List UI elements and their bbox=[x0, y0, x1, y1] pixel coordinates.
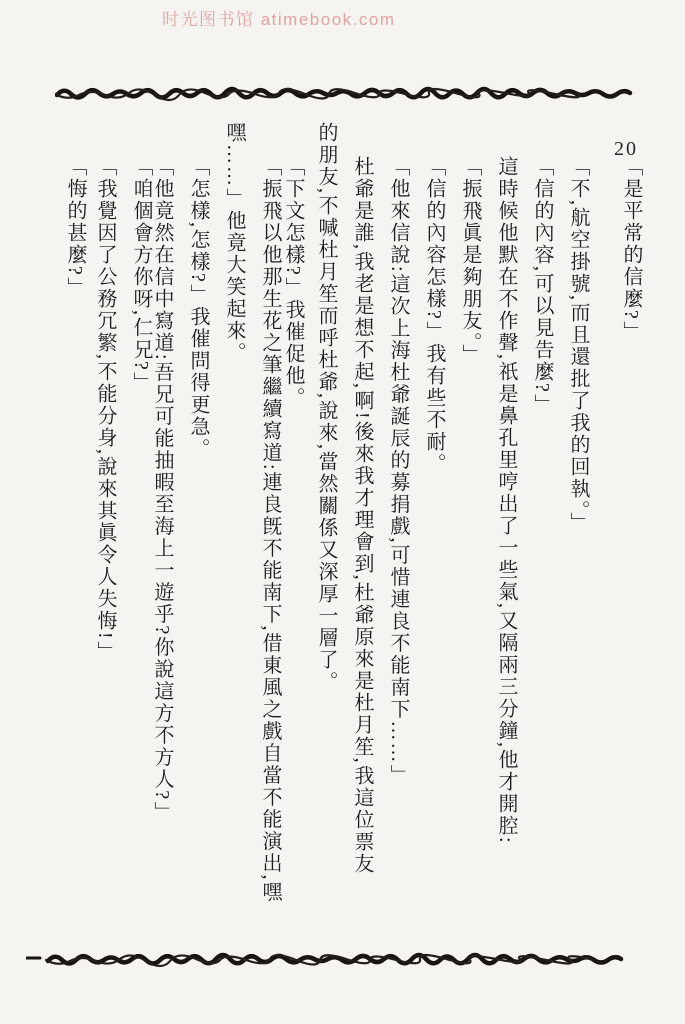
text-column: 的朋友,不喊杜月笙而呼杜爺,說來,當然關係又深厚一層了。 bbox=[315, 122, 337, 693]
ornamental-rule-top-icon bbox=[55, 85, 640, 110]
ornamental-rule-bottom-icon bbox=[26, 950, 641, 977]
text-column: 「怎樣,怎樣?」我催問得更急。 bbox=[187, 156, 209, 460]
text-column: 這時候他默在不作聲,祇是鼻孔里哼出了一些氣,又隔兩三分鐘,他才開腔: bbox=[495, 156, 517, 845]
text-column: 「是平常的信麼?」 bbox=[620, 156, 642, 343]
vertical-text-block bbox=[49, 120, 641, 962]
text-column: 「他竟然在信中寫道:吾兄可能抽暇至海上一遊乎?你說這方不方人?」 bbox=[151, 156, 173, 824]
text-column: 「信的內容,可以見告麼?」 bbox=[531, 156, 553, 416]
text-column: 「我覺因了公務冗繁,不能分身,說來其眞令人失悔!」 bbox=[94, 156, 116, 663]
text-column: 「下文怎樣?」我催促他。 bbox=[282, 156, 304, 409]
text-column: 杜爺是誰,我老是想不起,啊!後來我才理會到,杜爺原來是杜月笙,我這位票友 bbox=[351, 156, 373, 875]
text-column: 「信的內容怎樣?」我有些不耐。 bbox=[423, 156, 445, 475]
text-column: 「咱個會方你呀,仁兄?」 bbox=[130, 156, 152, 394]
text-column: 「不,航空掛號,而且還批了我的回執。」 bbox=[567, 156, 589, 534]
text-column: 「他來信說:這次上海杜爺誕辰的募捐戲,可惜連良不能南下……」 bbox=[387, 156, 409, 787]
watermark-text: 时光图书馆 atimebook.com bbox=[162, 10, 396, 29]
text-column: 「振飛以他那生花之筆繼續寫道:連良旣不能南下,借東風之戲自當不能演出,嘿 bbox=[259, 156, 281, 904]
text-column: 嘿……」他竟大笑起來。 bbox=[223, 122, 245, 364]
text-column: 「悔的甚麼?」 bbox=[64, 156, 86, 299]
page-number: 20 bbox=[614, 138, 638, 160]
text-column: 「振飛眞是夠朋友。」 bbox=[459, 156, 481, 366]
